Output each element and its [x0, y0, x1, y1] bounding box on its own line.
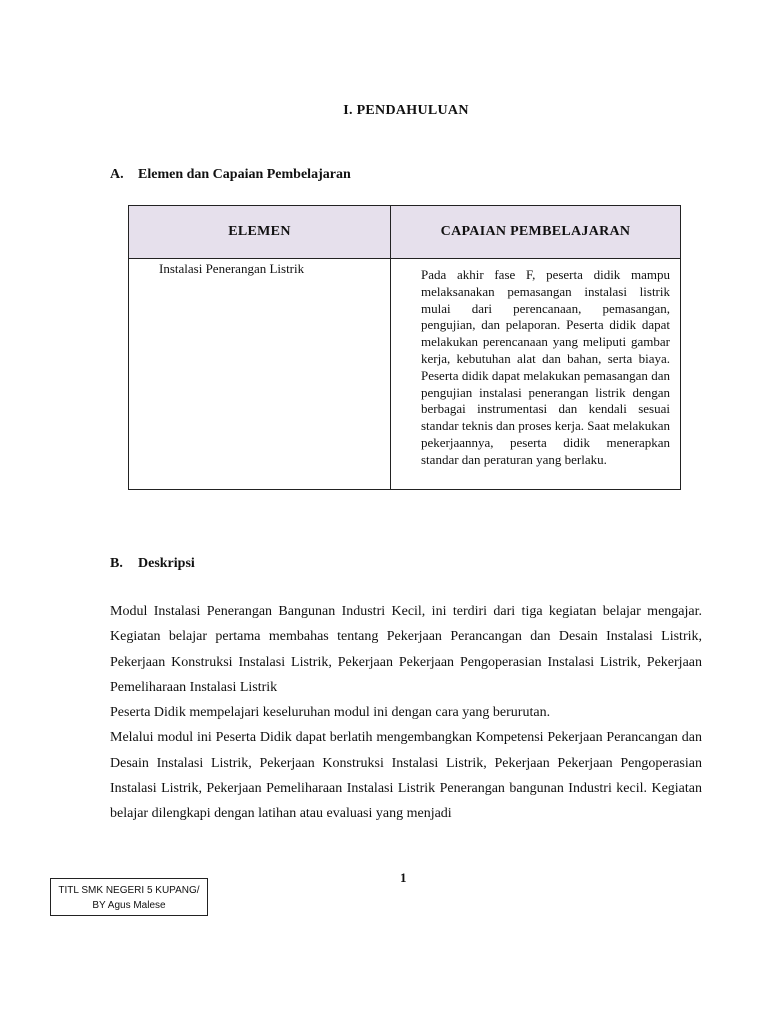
section-a-heading	[110, 167, 351, 183]
footer-box	[50, 878, 208, 916]
capaian-text: Pada akhir fase F, peserta didik mampu melaksanakan pemasangan instalasi listrik mulai dari perencanaan, pemasangan, pengujian, dan pelaporan. Peserta didik dapat melakukan perencanaan yang meliputi gambar kerja, kebutuhan alat dan bahan, serta biaya. Peserta didik dapat melakukan pemasangan dan pengujian instalasi penerangan listrik dengan berbagai instrumentasi dan kendali sesuai standar teknis dan proses kerja. Saat melakukan pekerjaannya, peserta didik menerapkan standar dan peraturan yang berlaku.	[421, 267, 670, 467]
page-number: 1	[400, 870, 407, 885]
description-body	[110, 599, 702, 827]
section-b-number: B.	[110, 556, 123, 571]
table-header-row	[129, 206, 681, 259]
header-elemen: ELEMEN	[129, 206, 391, 259]
section-a-title: Elemen dan Capaian Pembelajaran	[138, 167, 351, 182]
section-b-heading	[110, 556, 195, 572]
header-capaian: CAPAIAN PEMBELAJARAN	[391, 206, 681, 259]
table-row	[129, 259, 681, 490]
description-paragraph: Melalui modul ini Peserta Didik dapat berlatih mengembangkan Kompetensi Pekerjaan Perancangan dan Desain Instalasi Listrik, Pekerjaan Konstruksi Instalasi Listrik, Pekerjaan Pekerjaan Pengoperasian Instalasi Listrik, Pekerjaan Pemeliharaan Instalasi Listrik Penerangan bangunan Industri kecil. Kegiatan belajar dilengkapi dengan latihan atau evaluasi yang menjadi	[110, 730, 702, 822]
capaian-table	[128, 205, 681, 490]
elemen-cell: Instalasi Penerangan Listrik	[129, 259, 391, 490]
footer-line-1: TITL SMK NEGERI 5 KUPANG/	[58, 885, 200, 896]
chapter-title: I. PENDAHULUAN	[343, 103, 469, 118]
footer-line-2: BY Agus Malese	[92, 900, 166, 911]
description-paragraph: Peserta Didik mempelajari keseluruhan modul ini dengan cara yang berurutan.	[110, 705, 551, 721]
section-b-title: Deskripsi	[138, 556, 195, 571]
description-paragraph: Modul Instalasi Penerangan Bangunan Industri Kecil, ini terdiri dari tiga kegiatan belajar mengajar. Kegiatan belajar pertama membahas tentang Pekerjaan Perancangan dan Desain Instalasi Listrik, Pekerjaan Konstruksi Instalasi Listrik, Pekerjaan Pekerjaan Pengoperasian Instalasi Listrik, Pekerjaan Pemeliharaan Instalasi Listrik	[110, 604, 702, 695]
section-a-number: A.	[110, 167, 124, 182]
capaian-cell	[391, 259, 681, 490]
